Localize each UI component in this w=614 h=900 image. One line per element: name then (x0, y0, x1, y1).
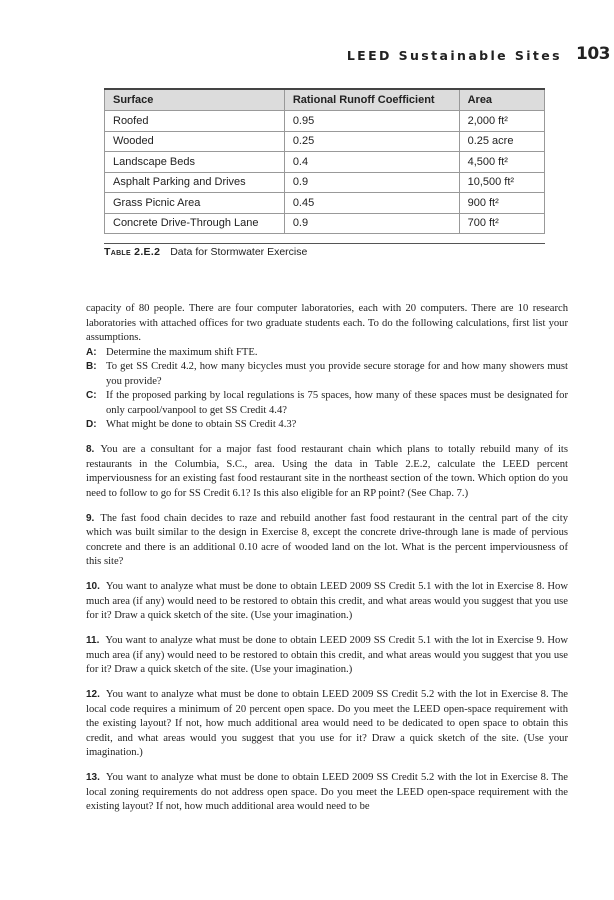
exercise-12 (86, 688, 568, 761)
table-cell: 0.95 (284, 111, 459, 132)
exercise-number: 12. (86, 689, 100, 700)
exercise-text: You want to analyze what must be done to obtain LEED 2009 SS Credit 5.1 with the lot in Exercise 8. How much area (if any) would need to be restored to obtain this credit, and what areas would you suggest that you use for it? Draw a quick sketch of the site. (Use your imagination.) (86, 581, 568, 621)
table-cell: 0.9 (284, 213, 459, 234)
table-bottom-rule (104, 243, 545, 244)
exercise-text: You are a consultant for a major fast food restaurant chain which plans to totally rebuild many of its restaurants in the Columbia, S.C., area. Using the data in Table 2.E.2, calculate the LEED percent imperviousness for an existing fast food restaurant site in the northeast section of the town. Which option do you need to follow to go for SS Credit 6.1? Is this also eligible for an RP point? (See Chap. 7.) (86, 444, 568, 499)
table-cell: 0.4 (284, 152, 459, 173)
list-marker: C: (86, 390, 97, 401)
table-cell: 900 ft² (459, 193, 544, 214)
column-header-runoff-coefficient: Rational Runoff Coefficient (284, 89, 459, 111)
page-number: 103 (576, 44, 610, 64)
table-cell: 0.9 (284, 172, 459, 193)
table-cell: 0.45 (284, 193, 459, 214)
list-item-text: What might be done to obtain SS Credit 4.3? (106, 419, 297, 430)
table-cell: Wooded (105, 131, 285, 152)
table-cell: 0.25 acre (459, 131, 544, 152)
table-row (105, 172, 545, 193)
table-cell: Roofed (105, 111, 285, 132)
list-item (86, 389, 568, 418)
list-marker: B: (86, 361, 97, 372)
list-item-text: Determine the maximum shift FTE. (106, 346, 258, 358)
table-cell: Asphalt Parking and Drives (105, 172, 285, 193)
list-item (86, 418, 568, 433)
list-item-text: If the proposed parking by local regulations is 75 spaces, how many of these spaces must be designated for only carpool/vanpool to get SS Credit 4.4? (106, 390, 568, 416)
table-cell: Landscape Beds (105, 152, 285, 173)
list-item (86, 360, 568, 389)
exercise-11 (86, 634, 568, 678)
exercise-number: 13. (86, 772, 100, 783)
table-cell: 700 ft² (459, 213, 544, 234)
table-cell: Concrete Drive-Through Lane (105, 213, 285, 234)
table-row (105, 131, 545, 152)
table-row (105, 213, 545, 234)
table-cell: Grass Picnic Area (105, 193, 285, 214)
running-header-title: LEED Sustainable Sites (346, 48, 562, 63)
list-marker: A: (86, 346, 97, 358)
exercise-text: You want to analyze what must be done to obtain LEED 2009 SS Credit 5.1 with the lot in Exercise 9. How much area (if any) would need to be restored to obtain this credit, and what areas would you suggest that you use for it? Draw a quick sketch of the site. (Use your imagination.) (86, 635, 568, 675)
running-header (0, 44, 610, 68)
table-cell: 2,000 ft² (459, 111, 544, 132)
exercise-9 (86, 512, 568, 570)
table-cell: 4,500 ft² (459, 152, 544, 173)
exercise-8 (86, 443, 568, 501)
list-marker: D: (86, 419, 97, 430)
exercise-number: 8. (86, 444, 95, 455)
exercise-number: 9. (86, 512, 95, 524)
table-row (105, 152, 545, 173)
column-header-surface: Surface (105, 89, 285, 111)
list-item-text: To get SS Credit 4.2, how many bicycles must you provide secure storage for and how many showers must you provide? (106, 361, 568, 387)
intro-paragraph: capacity of 80 people. There are four computer laboratories, each with 20 computers. There are 10 research laboratories with attached offices for two graduate students each. To do the following calculations, first list your assumptions. (86, 303, 568, 343)
exercise-number: 11. (86, 635, 100, 646)
exercise-number: 10. (86, 581, 100, 592)
stormwater-data-table (104, 88, 545, 234)
list-item (86, 346, 568, 361)
body-text (86, 302, 568, 825)
exercise-text: You want to analyze what must be done to obtain LEED 2009 SS Credit 5.2 with the lot in Exercise 8. The local zoning requirements do not address open space. Do you meet the LEED open-space requirement with the existing layout? If not, how much additional area would need to be (86, 772, 568, 812)
table-header-row (105, 89, 545, 111)
table-row (105, 111, 545, 132)
exercise-10 (86, 580, 568, 624)
exercise-text: The fast food chain decides to raze and rebuild another fast food restaurant in the central part of the city which was built similar to the design in Exercise 8, except the concrete drive-through lane is made of pervious concrete and there is an additional 0.10 acre of wooded land on the lot. What is the percent imperviousness of this site? (86, 512, 568, 567)
table-caption-text: Data for Stormwater Exercise (170, 246, 308, 258)
table-cell: 0.25 (284, 131, 459, 152)
table-row (105, 193, 545, 214)
sub-question-list (86, 346, 568, 433)
table-caption (104, 246, 307, 258)
exercise-text: You want to analyze what must be done to obtain LEED 2009 SS Credit 5.2 with the lot in Exercise 8. The local code requires a minimum of 20 percent open space. Do you meet the LEED open-space requirement with the existing layout? If not, how much additional area would need to be dedicated to open space to obtain this credit, and what areas would you suggest that you use for it? Draw a quick sketch of the site. (Use your imagination.) (86, 689, 568, 758)
table-cell: 10,500 ft² (459, 172, 544, 193)
table-caption-label: Table 2.E.2 (104, 246, 161, 258)
column-header-area: Area (459, 89, 544, 111)
exercise-13 (86, 771, 568, 815)
